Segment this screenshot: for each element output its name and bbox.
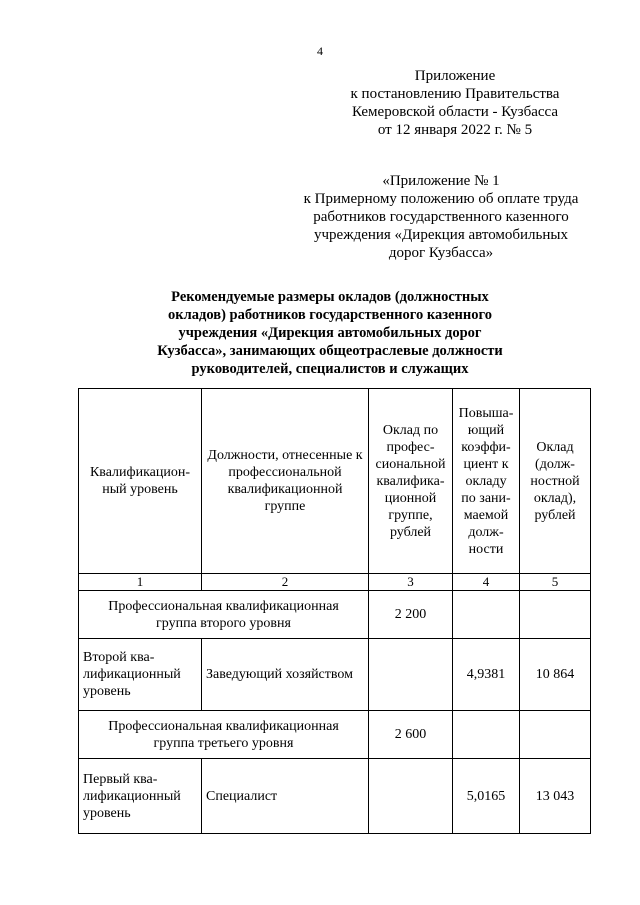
- appendix1-header: [282, 172, 600, 262]
- column-numbers-row: [79, 574, 591, 591]
- title-line: Кузбасса», занимающих общеотраслевые должности: [157, 343, 503, 359]
- column-number: 2: [202, 574, 369, 591]
- empty-cell: [369, 759, 453, 834]
- appendix1-header-line: учреждения «Дирекция автомобильных: [314, 227, 568, 243]
- appendix-header-line: от 12 января 2022 г. № 5: [377, 122, 533, 138]
- appendix1-header-line: дорог Кузбасса»: [388, 245, 494, 261]
- table-row: [79, 639, 591, 711]
- appendix1-header-line: к Примерному положению об оплате труда: [303, 191, 579, 207]
- page-number: 4: [317, 44, 323, 58]
- header-qualification-level: Квалификацион-ный уровень: [79, 389, 202, 574]
- position-name: Специалист: [202, 759, 369, 834]
- appendix-header-line: Приложение: [414, 68, 496, 84]
- title-line: окладов) работников государственного казенного: [168, 307, 492, 323]
- final-salary: 13 043: [520, 759, 591, 834]
- header-coefficient: Повыша-ющий коэффи-циент к окладу по зани-маемой долж-ности: [453, 389, 520, 574]
- appendix-header: [330, 67, 580, 139]
- column-number: 1: [79, 574, 202, 591]
- column-number: 3: [369, 574, 453, 591]
- table-row: [79, 591, 591, 639]
- column-number: 4: [453, 574, 520, 591]
- table-header-row: [79, 389, 591, 574]
- group-salary: 2 200: [369, 591, 453, 639]
- final-salary: 10 864: [520, 639, 591, 711]
- table-row: [79, 759, 591, 834]
- appendix-header-line: Кемеровской области - Кузбасса: [351, 104, 559, 120]
- title-line: Рекомендуемые размеры окладов (должностных: [171, 289, 489, 305]
- title-line: учреждения «Дирекция автомобильных дорог: [178, 325, 482, 341]
- salary-table: [78, 388, 591, 834]
- group-salary: 2 600: [369, 711, 453, 759]
- column-number: 5: [520, 574, 591, 591]
- group-label: Профессиональная квалификационная группа второго уровня: [79, 591, 369, 639]
- group-label: Профессиональная квалификационная группа третьего уровня: [79, 711, 369, 759]
- appendix1-header-line: «Приложение № 1: [382, 173, 500, 189]
- empty-cell: [369, 639, 453, 711]
- appendix-header-line: к постановлению Правительства: [350, 86, 560, 102]
- qualification-level: Первый ква-лификационный уровень: [79, 759, 202, 834]
- empty-cell: [453, 711, 520, 759]
- position-name: Заведующий хозяйством: [202, 639, 369, 711]
- empty-cell: [520, 711, 591, 759]
- header-base-salary: Оклад по профес-сиональной квалифика-ционной группе, рублей: [369, 389, 453, 574]
- header-final-salary: Оклад (долж-ностной оклад), рублей: [520, 389, 591, 574]
- empty-cell: [453, 591, 520, 639]
- document-title: [130, 288, 530, 378]
- qualification-level: Второй ква-лификационный уровень: [79, 639, 202, 711]
- title-line: руководителей, специалистов и служащих: [191, 361, 469, 377]
- empty-cell: [520, 591, 591, 639]
- coefficient: 4,9381: [453, 639, 520, 711]
- header-positions: Должности, отнесенные к профессиональной квалификационной группе: [202, 389, 369, 574]
- coefficient: 5,0165: [453, 759, 520, 834]
- appendix1-header-line: работников государственного казенного: [313, 209, 569, 225]
- table-row: [79, 711, 591, 759]
